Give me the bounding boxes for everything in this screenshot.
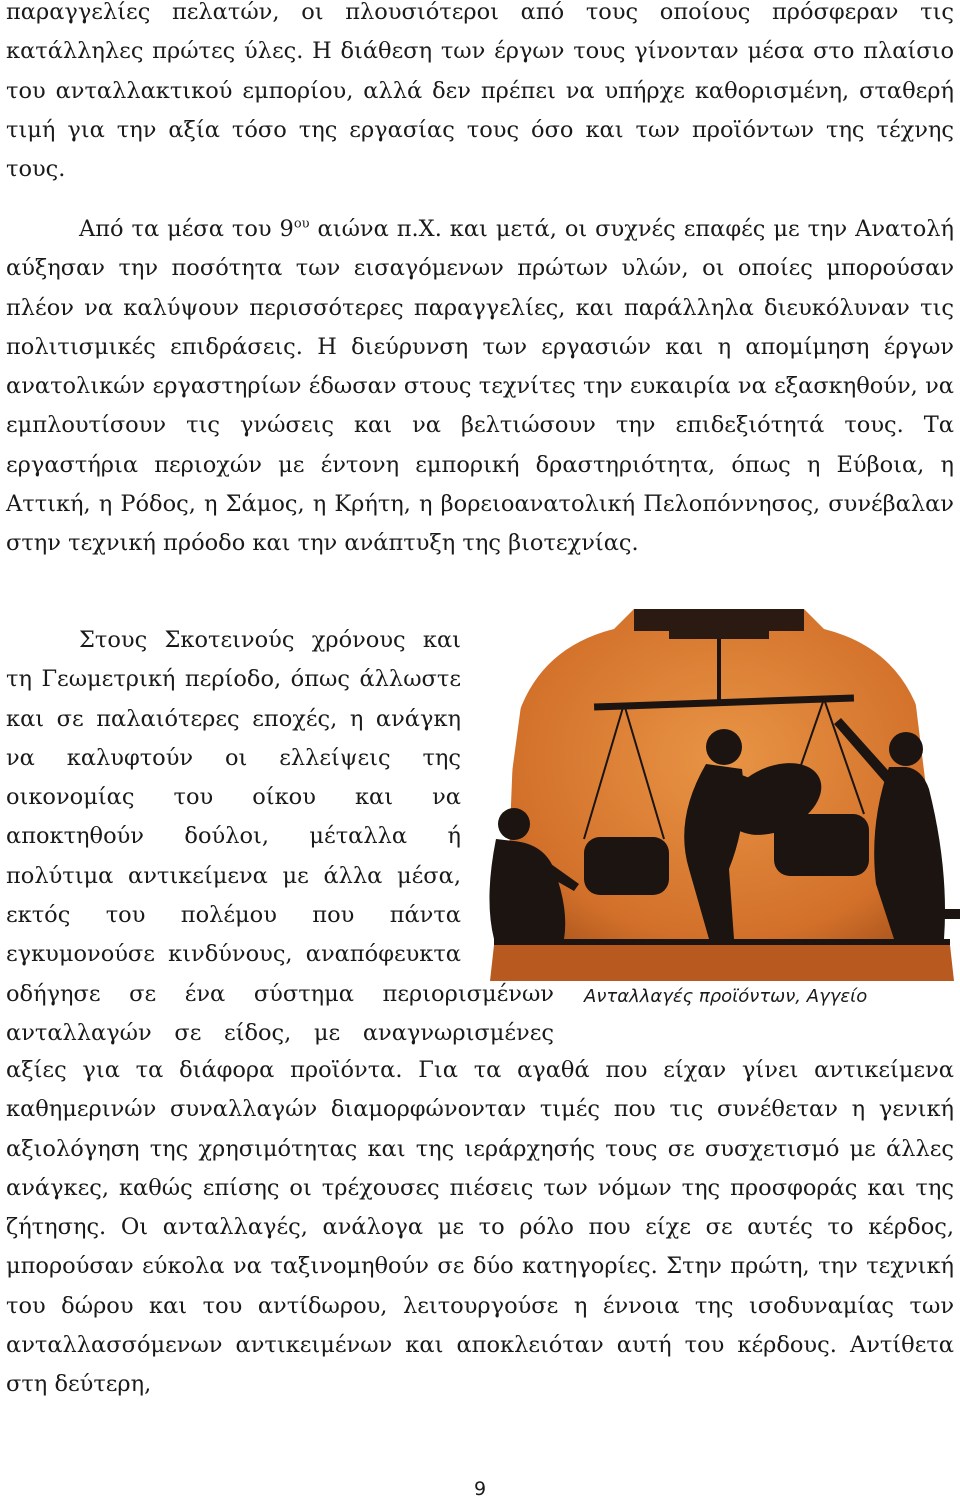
paragraph-2-rest: αιώνα π.Χ. και μετά, οι συχνές επαφές με την Ανατολή αύξησαν την ποσότητα των εισαγόμενων πρώτων υλών, οι οποίες μπορούσαν πλέον να καλύψουν περισσότερες παραγγελίες, και παράλληλα διευκόλυναν τις πολιτισμικές επιδράσεις. Η διεύρυνση των εργασιών και η απομίμηση έργων ανατολικών εργαστηρίων έδωσαν στους τεχνίτες την ευκαιρία να εξασκηθούν, να εμπλουτίσουν τις γνώσεις και να βελτιώσουν την επιδεξιότητά τους. Τα εργαστήρια περιοχών με έντονη εμπορική δραστηριότητα, όπως η Εύβοια, η Αττική, η Ρόδος, η Σάμος, η Κρήτη, η βορειοανατολική Πελοπόννησος, συνέβαλαν στην τεχνική πρόοδο και την ανάπτυξη της βιοτεχνίας.: [6, 216, 954, 557]
paragraph-3-middle: οδήγησε σε ένα σύστημα περιορισμένων ανταλλαγών σε είδος, με αναγνωρισμένες: [6, 981, 554, 1047]
ordinal-superscript: ου: [293, 216, 310, 232]
vase-image: [474, 609, 960, 981]
figure-caption: Ανταλλαγές προϊόντων, Αγγείο: [584, 986, 868, 1007]
paragraph-3-full: αξίες για τα διάφορα προϊόντα. Για τα αγαθά που είχαν γίνει αντικείμενα καθημερινών συναλλαγών διαμορφώνονταν τιμές που τις συνέθεταν η γενική αξιολόγηση της χρησιμότητας και της ιεράρχησής τους σε συσχετισμό με άλλες ανάγκες, καθώς επίσης οι τρέχουσες πιέσεις των νόμων της προσφοράς και της ζήτησης. Οι ανταλλαγές, ανάλογα με το ρόλο που είχε σε αυτές το κέρδος, μπορούσαν εύκολα να ταξινομηθούν σε δύο κατηγορίες. Στην πρώτη, την τεχνική του δώρου και του αντίδωρου, λειτουργούσε η έννοια της ισοδυναμίας των ανταλλασσόμενων αντικειμένων και αποκλειόταν αυτή του κέρδους. Αντίθετα στη δεύτερη,: [6, 1057, 954, 1398]
paragraph-3-narrow: Στους Σκοτεινούς χρόνους και τη Γεωμετρική περίοδο, όπως άλλωστε και σε παλαιότερες εποχές, η ανάγκη να καλυφτούν οι ελλείψεις της οικονομίας του οίκου και να αποκτηθούν δούλοι, μέταλλα ή πολύτιμα αντικείμενα με άλλα μέσα, εκτός του πολέμου που πάντα εγκυμονούσε κινδύνους, αναπόφευκτα: [6, 627, 461, 968]
page-number: 9: [473, 1478, 487, 1500]
paragraph-2-start: Από τα μέσα του 9: [79, 216, 294, 242]
vase-painting-illustration: [474, 609, 960, 981]
paragraph-2: [6, 210, 954, 564]
paragraph-1: παραγγελίες πελατών, οι πλουσιότεροι από τους οποίους πρόσφεραν τις κατάλληλες πρώτες ύλες. Η διάθεση των έργων τους γίνονταν μέσα στο πλαίσιο του ανταλλακτικού εμπορίου, αλλά δεν πρέπει να υπήρχε καθορισμένη, σταθερή τιμή για την αξία τόσο της εργασίας τους όσο και των προϊόντων της τέχνης τους.: [6, 0, 954, 183]
document-page: [6, 0, 954, 1504]
